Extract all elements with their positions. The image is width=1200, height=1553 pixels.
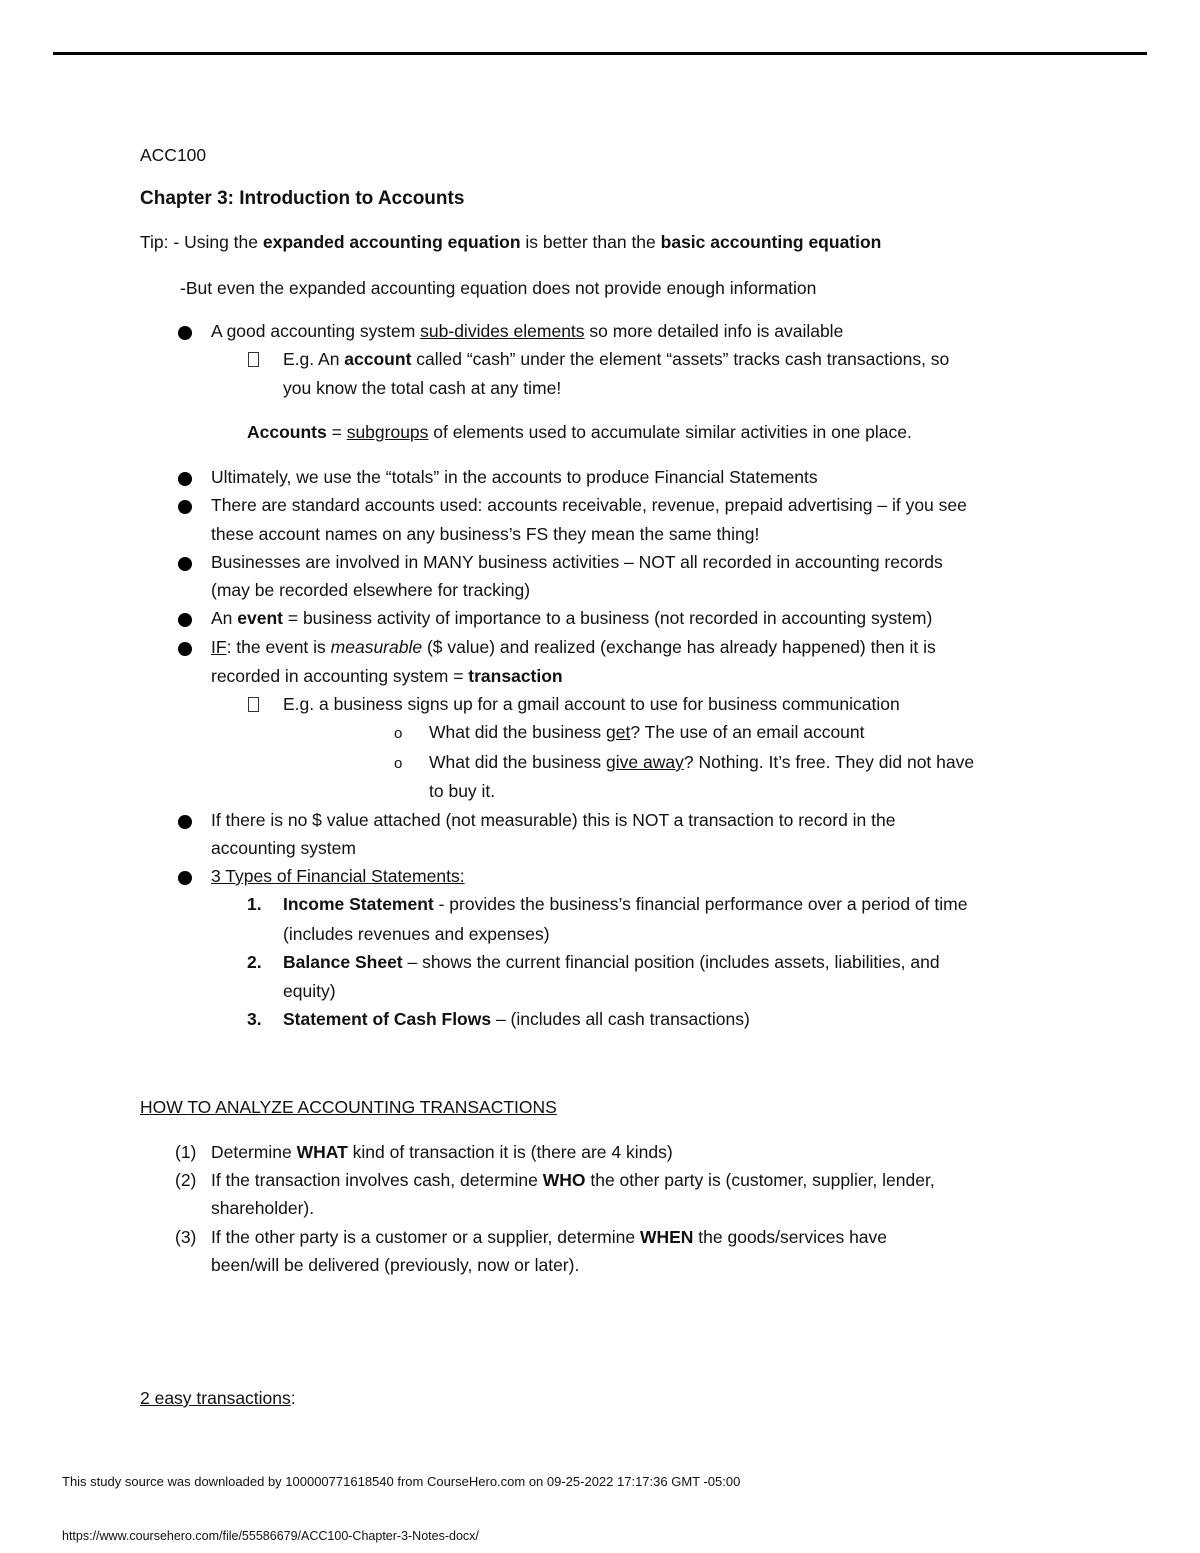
bold-text: WHAT [296, 1142, 348, 1162]
source-url[interactable]: https://www.coursehero.com/file/55586679/ACC100-Chapter-3-Notes-docx/ [62, 1529, 479, 1543]
bullet-if-measurable-line-2 [211, 666, 563, 687]
bullet-icon [178, 642, 192, 656]
circle-item-get [429, 722, 865, 743]
income-statement-line-2: (includes revenues and expenses) [283, 924, 550, 944]
sub-bullet-gmail: E.g. a business signs up for a gmail account to use for business communication [283, 694, 900, 714]
bullet-no-value: If there is no $ value attached (not measurable) this is NOT a transaction to record in the [211, 810, 896, 830]
bold-text: Income Statement [283, 894, 434, 914]
step-who [211, 1170, 935, 1191]
text: - provides the business’s financial performance over a period of time [433, 894, 968, 914]
bullet-icon [178, 500, 192, 514]
bold-text: event [237, 608, 283, 628]
text: : the event is [226, 637, 331, 657]
text: recorded in accounting system = [211, 666, 469, 686]
tip-basic-term: basic accounting equation [660, 232, 882, 252]
bullet-icon [178, 472, 192, 486]
list-number: 1. [247, 894, 262, 914]
bullet-subdivides [211, 321, 843, 342]
circle-bullet-icon: o [394, 755, 403, 772]
circle-item-give-away [429, 752, 974, 773]
bullet-icon [178, 557, 192, 571]
financial-statements-heading: 3 Types of Financial Statements: [211, 866, 465, 886]
text: ? The use of an email account [630, 722, 865, 742]
bold-text: Balance Sheet [283, 952, 403, 972]
income-statement-item [283, 894, 967, 915]
bullet-no-value-line-2: accounting system [211, 838, 356, 858]
text: of elements used to accumulate similar activities in one place. [428, 422, 912, 442]
bold-text: transaction [468, 666, 563, 686]
sub-bullet-cash-line-2: you know the total cash at any time! [283, 378, 562, 398]
step-when-line-2: been/will be delivered (previously, now or later). [211, 1255, 580, 1275]
bullet-many-activities: Businesses are involved in MANY business activities – NOT all recorded in accounting records [211, 552, 943, 572]
text: ? Nothing. It’s free. They did not have [683, 752, 975, 772]
text: E.g. An [283, 349, 345, 369]
course-code: ACC100 [140, 145, 207, 165]
text: ($ value) and realized (exchange has already happened) then it is [422, 637, 936, 657]
bold-text: account [344, 349, 412, 369]
text: called “cash” under the element “assets” tracks cash transactions, so [411, 349, 950, 369]
bullet-icon [178, 326, 192, 340]
list-number: 3. [247, 1009, 262, 1029]
text: Determine [211, 1142, 297, 1162]
box-bullet-icon [248, 352, 259, 367]
tip-expanded-term: expanded accounting equation [262, 232, 521, 252]
text: – (includes all cash transactions) [491, 1009, 750, 1029]
top-rule [53, 52, 1147, 55]
text: A good accounting system [211, 321, 421, 341]
tip-line-2: -But even the expanded accounting equation does not provide enough information [180, 278, 817, 298]
step-what [211, 1142, 673, 1163]
bullet-icon [178, 871, 192, 885]
text: What did the business [429, 752, 607, 772]
download-notice: This study source was downloaded by 100000771618540 from CourseHero.com on 09-25-2022 17:17:36 GMT -05:00 [62, 1474, 741, 1489]
bullet-standard-accounts: There are standard accounts used: accounts receivable, revenue, prepaid advertising – if you see [211, 495, 967, 515]
sub-bullet-cash [283, 349, 949, 370]
italic-text: measurable [330, 637, 423, 657]
balance-sheet-line-2: equity) [283, 981, 336, 1001]
underlined-text: sub-divides elements [420, 321, 585, 341]
step-when [211, 1227, 887, 1248]
analyze-heading: HOW TO ANALYZE ACCOUNTING TRANSACTIONS [140, 1097, 557, 1117]
bullet-if-measurable [211, 637, 936, 658]
chapter-title: Chapter 3: Introduction to Accounts [140, 188, 465, 209]
bullet-icon [178, 815, 192, 829]
text: If the transaction involves cash, determine [211, 1170, 543, 1190]
circle-bullet-icon: o [394, 725, 403, 742]
text: If the other party is a customer or a supplier, determine [211, 1227, 640, 1247]
accounts-definition [247, 422, 912, 443]
underlined-text: IF [211, 637, 227, 657]
underlined-text: subgroups [346, 422, 429, 442]
text: = [326, 422, 347, 442]
text: What did the business [429, 722, 607, 742]
balance-sheet-item [283, 952, 940, 973]
step-number: (2) [175, 1170, 197, 1190]
tip-mid: is better than the [520, 232, 661, 252]
tip-line [140, 232, 881, 253]
step-who-line-2: shareholder). [211, 1198, 315, 1218]
text: = business activity of importance to a business (not recorded in accounting system) [283, 608, 933, 628]
text: An [211, 608, 238, 628]
bullet-many-activities-line-2: (may be recorded elsewhere for tracking) [211, 580, 531, 600]
underlined-text: give away [606, 752, 684, 772]
step-number: (3) [175, 1227, 197, 1247]
text: so more detailed info is available [584, 321, 844, 341]
cash-flows-item [283, 1009, 750, 1030]
text: kind of transaction it is (there are 4 kinds) [347, 1142, 673, 1162]
box-bullet-icon [248, 697, 259, 712]
easy-transactions-heading [140, 1388, 296, 1409]
bold-text: WHEN [639, 1227, 694, 1247]
text: : [290, 1388, 296, 1408]
step-number: (1) [175, 1142, 197, 1162]
circle-item-give-away-line-2: to buy it. [429, 781, 496, 801]
text: – shows the current financial position (includes assets, liabilities, and [402, 952, 940, 972]
bold-text: Accounts [247, 422, 327, 442]
bold-text: WHO [542, 1170, 586, 1190]
bullet-totals: Ultimately, we use the “totals” in the accounts to produce Financial Statements [211, 467, 818, 487]
text: the other party is (customer, supplier, lender, [585, 1170, 935, 1190]
bullet-icon [178, 613, 192, 627]
tip-prefix: Tip: - Using the [140, 232, 263, 252]
underlined-text: 2 easy transactions [140, 1388, 291, 1408]
bullet-event [211, 608, 932, 629]
bullet-standard-accounts-line-2: these account names on any business’s FS they mean the same thing! [211, 524, 760, 544]
underlined-text: get [606, 722, 631, 742]
text: the goods/services have [693, 1227, 888, 1247]
list-number: 2. [247, 952, 262, 972]
bold-text: Statement of Cash Flows [283, 1009, 492, 1029]
